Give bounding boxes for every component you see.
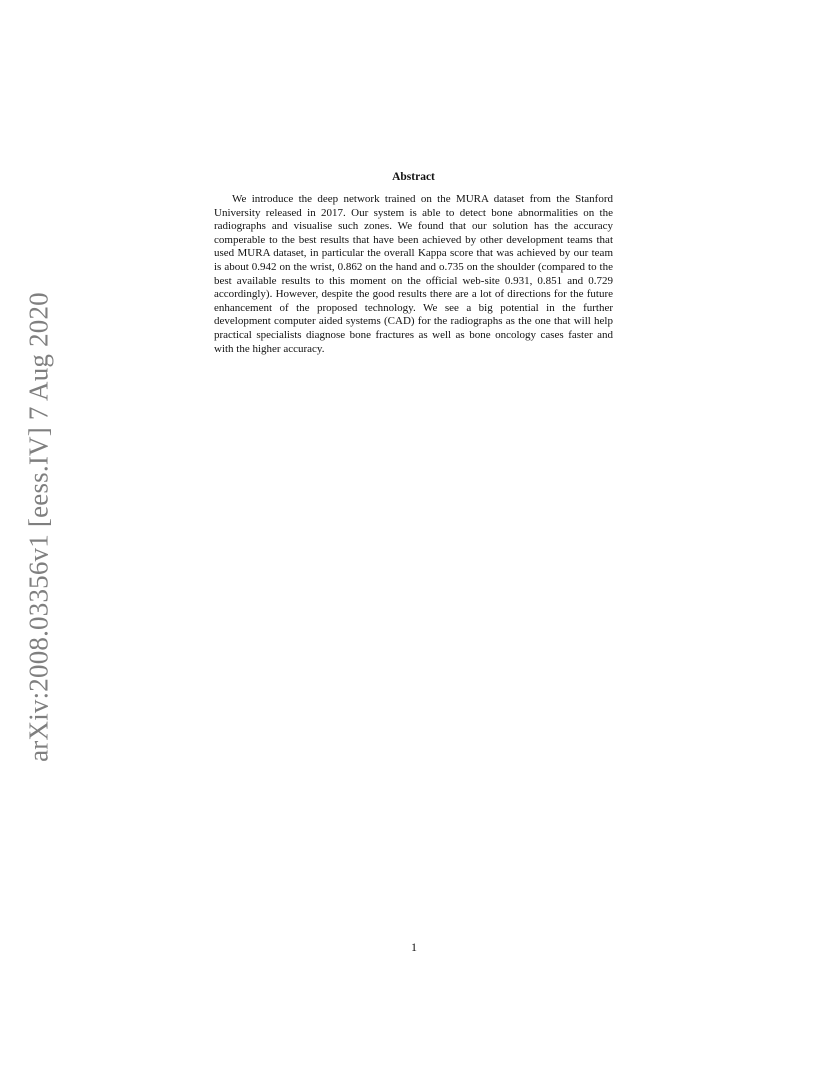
abstract-section: [214, 171, 613, 356]
abstract-body: We introduce the deep network trained on the MURA dataset from the Stanford University released in 2017. Our system is able to detect bone abnormalities on the radiographs and visualise such zones. We found that our solution has the accuracy comperable to the best results that have been achieved by other development teams that used MURA dataset, in particular the overall Kappa score that was achieved by our team is about 0.942 on the wrist, 0.862 on the hand and o.735 on the shoulder (compared to the best available results to this moment on the official web-site 0.931, 0.851 and 0.729 accordingly). However, despite the good results there are a lot of directions for the future enhancement of the proposed technology. We see a big potential in the further development computer aided systems (CAD) for the radiographs as the one that will help practical specialists diagnose bone fractures as well as bone oncology cases faster and with the higher accuracy.: [214, 193, 613, 355]
abstract-title: Abstract: [392, 171, 435, 183]
page-number: 1: [411, 940, 417, 954]
arxiv-identifier-stamp: arXiv:2008.03356v1 [eess.IV] 7 Aug 2020: [23, 292, 54, 762]
